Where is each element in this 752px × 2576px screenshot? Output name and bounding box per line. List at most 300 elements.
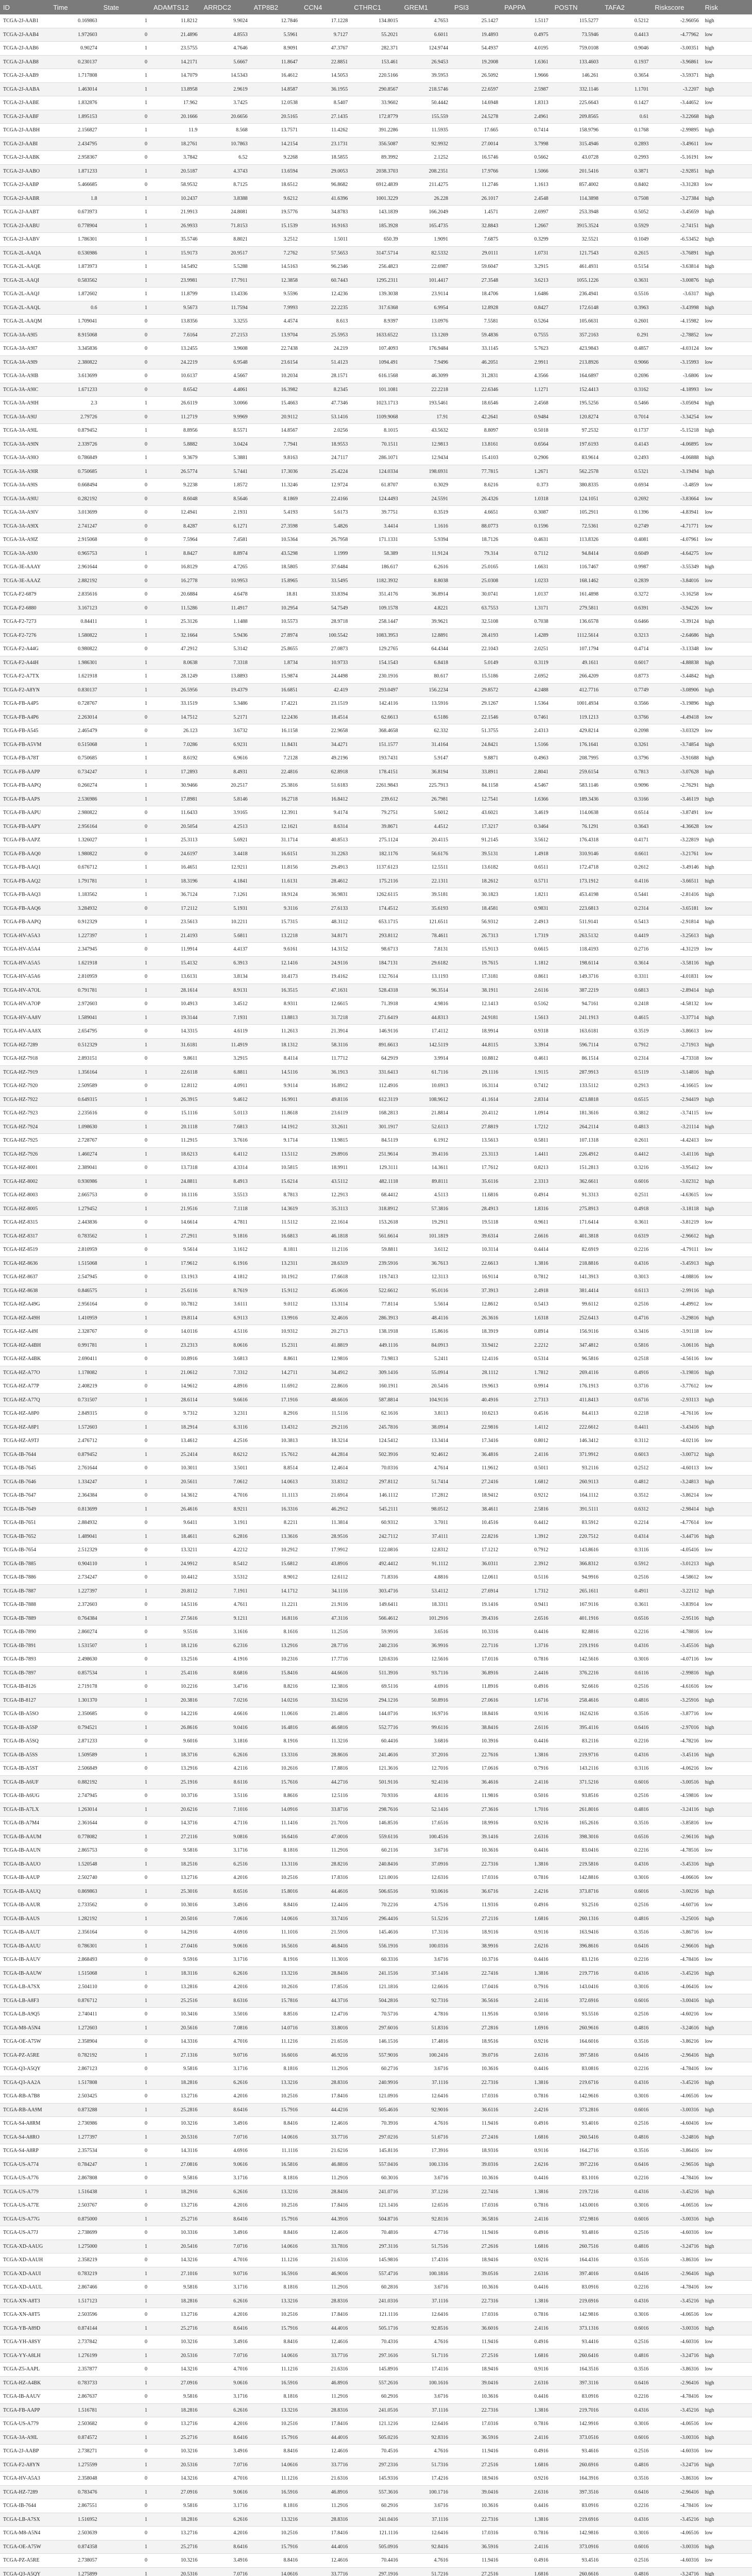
value-cell: -3.00216 xyxy=(652,1885,702,1899)
value-cell: 97.2532 xyxy=(552,424,602,438)
value-cell: 11.4919 xyxy=(200,1038,250,1052)
value-cell: 13.8958 xyxy=(150,82,200,96)
value-cell: -3.58116 xyxy=(652,956,702,970)
value-cell: -4.06516 xyxy=(652,2417,702,2431)
value-cell: 11.0616 xyxy=(251,1707,301,1721)
value-cell: -3.16258 xyxy=(652,588,702,602)
value-cell: 1 xyxy=(100,2240,150,2253)
value-cell: 17.2893 xyxy=(150,765,200,779)
sample-id-cell: TCGA-IB-A5ST xyxy=(0,1762,50,1776)
value-cell: 16.2718 xyxy=(251,792,301,806)
table-row xyxy=(0,1366,752,1380)
value-cell: 12.1413 xyxy=(451,997,501,1011)
value-cell: 7.6164 xyxy=(150,328,200,342)
value-cell: 0.4143 xyxy=(602,437,652,451)
value-cell: 1 xyxy=(100,2540,150,2554)
value-cell: 0.2516 xyxy=(602,2335,652,2349)
value-cell: 0.4416 xyxy=(501,2390,551,2404)
value-cell: 0 xyxy=(100,1544,150,1557)
value-cell: 7.2128 xyxy=(251,752,301,766)
value-cell: 25.2716 xyxy=(150,2212,200,2226)
value-cell: 13.3211 xyxy=(150,1544,200,1557)
value-cell: 70.2216 xyxy=(351,1899,401,1912)
value-cell: 17.8416 xyxy=(301,2417,351,2431)
value-cell: 6.2616 xyxy=(200,2294,250,2308)
value-cell: 14.2216 xyxy=(150,1707,200,1721)
value-cell: 57.3816 xyxy=(401,1202,451,1216)
value-cell: 1 xyxy=(100,2321,150,2335)
risk-cell: high xyxy=(702,1475,752,1489)
value-cell: 46.1818 xyxy=(301,1229,351,1243)
value-cell: 28.9718 xyxy=(301,615,351,629)
value-cell: 1.098630 xyxy=(50,1120,100,1134)
value-cell: 1001.3229 xyxy=(351,192,401,206)
value-cell: 0 xyxy=(100,2199,150,2213)
value-cell: 18.9416 xyxy=(451,2363,501,2377)
value-cell: 48.4116 xyxy=(401,1311,451,1325)
value-cell: 0.4812 xyxy=(602,1475,652,1489)
value-cell: 556.1916 xyxy=(351,1939,401,1953)
value-cell: 1.6816 xyxy=(501,1912,551,1926)
value-cell: -3.00516 xyxy=(652,1775,702,1789)
table-row xyxy=(0,492,752,506)
value-cell: 9.2268 xyxy=(251,151,301,165)
sample-id-cell: TCGA-2J-AABA xyxy=(0,82,50,96)
value-cell: 18.2816 xyxy=(150,2294,200,2308)
value-cell: 11.8156 xyxy=(251,861,301,875)
value-cell: 0.2516 xyxy=(602,1680,652,1694)
value-cell: 62.6613 xyxy=(351,710,401,724)
value-cell: 4.2516 xyxy=(200,1434,250,1448)
value-cell: 161.4898 xyxy=(552,588,602,602)
value-cell: 154.1543 xyxy=(351,656,401,670)
value-cell: 0 xyxy=(100,1871,150,1885)
value-cell: 59.6047 xyxy=(451,260,501,274)
value-cell: 2.6116 xyxy=(501,1721,551,1735)
value-cell: 0.1396 xyxy=(602,506,652,520)
value-cell: 58.389 xyxy=(351,547,401,561)
value-cell: 397.3516 xyxy=(552,2485,602,2499)
value-cell: 10.1912 xyxy=(251,1270,301,1284)
value-cell: 9.7127 xyxy=(301,28,351,42)
value-cell: 6912.4839 xyxy=(351,178,401,192)
value-cell: 9.8163 xyxy=(251,451,301,465)
value-cell: 10.2616 xyxy=(251,1980,301,1994)
value-cell: 7.3312 xyxy=(200,1366,250,1380)
value-cell: 29.8916 xyxy=(301,1147,351,1161)
value-cell: 1.572603 xyxy=(50,1420,100,1434)
value-cell: 30.1823 xyxy=(451,888,501,902)
value-cell: 0.4916 xyxy=(501,2117,551,2131)
value-cell: 0 xyxy=(100,1243,150,1257)
value-cell: 0 xyxy=(100,315,150,329)
value-cell: 236.4941 xyxy=(552,287,602,301)
value-cell: 2.654795 xyxy=(50,1025,100,1039)
value-cell: 1 xyxy=(100,792,150,806)
value-cell: 19.3144 xyxy=(150,1011,200,1025)
sample-id-cell: TCGA-LB-A7SX xyxy=(0,2513,50,2527)
table-row xyxy=(0,1584,752,1598)
value-cell: -2.76291 xyxy=(652,779,702,793)
value-cell: 241.0316 xyxy=(351,2294,401,2308)
value-cell: -3.00316 xyxy=(652,2431,702,2445)
value-cell: 0.2516 xyxy=(602,1298,652,1312)
table-row xyxy=(0,1311,752,1325)
sample-id-cell: TCGA-S4-A8RO xyxy=(0,2130,50,2144)
value-cell: 3.1716 xyxy=(200,2281,250,2295)
value-cell: -2.96616 xyxy=(652,1939,702,1953)
value-cell: 44.4216 xyxy=(301,2103,351,2117)
risk-cell: low xyxy=(702,2035,752,2049)
risk-cell: low xyxy=(702,1844,752,1858)
table-row xyxy=(0,1953,752,1967)
value-cell: 6.2616 xyxy=(200,2403,250,2417)
value-cell: 2.4116 xyxy=(501,1775,551,1789)
value-cell: 559.6116 xyxy=(351,1830,401,1844)
value-cell: 5.466685 xyxy=(50,178,100,192)
value-cell: 0.4631 xyxy=(501,533,551,547)
value-cell: 21.9913 xyxy=(150,206,200,219)
value-cell: 93.5516 xyxy=(552,2008,602,2022)
value-cell: 70.1511 xyxy=(351,437,401,451)
table-row xyxy=(0,847,752,861)
value-cell: 51.7414 xyxy=(401,1475,451,1489)
value-cell: 0.6391 xyxy=(602,601,652,615)
value-cell: 26.3915 xyxy=(150,1093,200,1107)
value-cell: -3.24716 xyxy=(652,2349,702,2363)
value-cell: -3.22819 xyxy=(652,834,702,848)
value-cell: 2.380822 xyxy=(50,355,100,369)
value-cell: 5.9436 xyxy=(200,629,250,642)
value-cell: 258.1447 xyxy=(351,615,401,629)
value-cell: 0.3029 xyxy=(401,479,451,493)
value-cell: 5.2411 xyxy=(401,1352,451,1366)
value-cell: 6.2816 xyxy=(200,1530,250,1544)
value-cell: 83.5912 xyxy=(552,1516,602,1530)
value-cell: 46.8816 xyxy=(301,2158,351,2172)
value-cell: 14.2916 xyxy=(150,1926,200,1940)
value-cell: 209.8565 xyxy=(552,110,602,124)
value-cell: 5.5614 xyxy=(401,1298,451,1312)
value-cell: 18.2916 xyxy=(150,2185,200,2199)
value-cell: 0.4816 xyxy=(602,2349,652,2363)
value-cell: 2.4116 xyxy=(501,2321,551,2335)
value-cell: 0 xyxy=(100,1380,150,1394)
sample-id-cell: TCGA-IB-AAUT xyxy=(0,1926,50,1940)
value-cell: 12.6416 xyxy=(401,2090,451,2104)
value-cell: 10.5573 xyxy=(251,615,301,629)
value-cell: 0.6017 xyxy=(602,656,652,670)
value-cell: 4.7611 xyxy=(200,1598,250,1612)
value-cell: 17.6516 xyxy=(401,1817,451,1831)
value-cell: 83.0916 xyxy=(552,2281,602,2295)
value-cell: 14.0116 xyxy=(150,1325,200,1339)
value-cell: 8.8516 xyxy=(251,2008,301,2022)
value-cell: 23.6154 xyxy=(251,355,301,369)
value-cell: 1 xyxy=(100,96,150,110)
value-cell: 0.7816 xyxy=(501,2090,551,2104)
value-cell: 2.503767 xyxy=(50,2199,100,2213)
value-cell: 0.9066 xyxy=(602,355,652,369)
value-cell: 0 xyxy=(100,820,150,834)
value-cell: 105.2911 xyxy=(552,506,602,520)
sample-id-cell: TCGA-IB-7644 xyxy=(0,2499,50,2513)
value-cell: 2.6997 xyxy=(501,206,551,219)
value-cell: 309.1416 xyxy=(351,1366,401,1380)
value-cell: 1 xyxy=(100,2567,150,2576)
value-cell: 5.3142 xyxy=(200,642,250,656)
value-cell: 0.4916 xyxy=(602,1366,652,1380)
value-cell: 11.8916 xyxy=(451,1680,501,1694)
sample-id-cell: TCGA-IB-7644 xyxy=(0,1448,50,1462)
value-cell: 83.0816 xyxy=(552,2062,602,2076)
sample-id-cell: TCGA-F2-6880 xyxy=(0,601,50,615)
sample-id-cell: TCGA-FB-A78T xyxy=(0,752,50,766)
risk-cell: high xyxy=(702,110,752,124)
value-cell: 18.6512 xyxy=(251,178,301,192)
value-cell: 7.1261 xyxy=(200,888,250,902)
value-cell: 25.4116 xyxy=(150,1666,200,1680)
value-cell: 16.5916 xyxy=(251,2376,301,2390)
value-cell: 1.9666 xyxy=(501,69,551,83)
value-cell: 8.6212 xyxy=(200,1448,250,1462)
value-cell: 17.4221 xyxy=(251,697,301,711)
value-cell: 27.2911 xyxy=(150,1229,200,1243)
value-cell: 4.1841 xyxy=(200,874,250,888)
value-cell: 2.408219 xyxy=(50,1380,100,1394)
value-cell: 145.9816 xyxy=(351,2253,401,2267)
value-cell: 241.1516 xyxy=(351,1967,401,1980)
value-cell: 0 xyxy=(100,2281,150,2295)
value-cell: 8.8416 xyxy=(251,2117,301,2131)
value-cell: -3.01213 xyxy=(652,1557,702,1571)
value-cell: 1 xyxy=(100,2376,150,2390)
value-cell: 14.6948 xyxy=(451,96,501,110)
value-cell: 13.9815 xyxy=(301,1134,351,1148)
value-cell: 8.6516 xyxy=(200,1885,250,1899)
value-cell: 0.9096 xyxy=(602,779,652,793)
table-row xyxy=(0,1257,752,1270)
value-cell: 2.434795 xyxy=(50,137,100,151)
value-cell: 27.6133 xyxy=(301,902,351,916)
value-cell: 27.0014 xyxy=(451,137,501,151)
value-cell: 4.7616 xyxy=(401,2445,451,2459)
value-cell: 0 xyxy=(100,178,150,192)
value-cell: 93.4816 xyxy=(552,2226,602,2240)
value-cell: 18.2612 xyxy=(451,874,501,888)
value-cell: 26.228 xyxy=(401,192,451,206)
value-cell: 56.6176 xyxy=(401,847,451,861)
column-header: Time xyxy=(50,0,100,14)
value-cell: 5.1931 xyxy=(200,902,250,916)
value-cell: 19.7615 xyxy=(451,956,501,970)
risk-cell: high xyxy=(702,287,752,301)
risk-cell: high xyxy=(702,1311,752,1325)
value-cell: 47.2912 xyxy=(150,642,200,656)
value-cell: 25.6116 xyxy=(150,1284,200,1298)
sample-id-cell: TCGA-HV-AA8V xyxy=(0,1011,50,1025)
value-cell: 1.3816 xyxy=(501,2076,551,2090)
value-cell: 371.5216 xyxy=(552,1775,602,1789)
value-cell: 0.512329 xyxy=(50,1038,100,1052)
sample-id-cell: TCGA-2J-AAB8 xyxy=(0,55,50,69)
value-cell: 2.350685 xyxy=(50,1707,100,1721)
value-cell: 36.5916 xyxy=(451,2431,501,2445)
value-cell: 21.6914 xyxy=(301,1489,351,1503)
value-cell: 0.6813 xyxy=(602,984,652,997)
value-cell: 297.0216 xyxy=(351,2130,401,2144)
value-cell: 1 xyxy=(100,1175,150,1189)
sample-id-cell: TCGA-HV-A7OL xyxy=(0,984,50,997)
risk-cell: high xyxy=(702,2485,752,2499)
value-cell: 11.6131 xyxy=(251,874,301,888)
value-cell: 0.6016 xyxy=(602,2321,652,2335)
sample-id-cell: TCGA-HZ-A77O xyxy=(0,1366,50,1380)
value-cell: 13.2816 xyxy=(150,1980,200,1994)
value-cell: 0.750685 xyxy=(50,465,100,479)
value-cell: 25.2816 xyxy=(150,2103,200,2117)
risk-cell: high xyxy=(702,1830,752,1844)
sample-id-cell: TCGA-HV-A5A6 xyxy=(0,970,50,984)
value-cell: 395.4116 xyxy=(552,1721,602,1735)
value-cell: 17.4816 xyxy=(401,2035,451,2049)
value-cell: 0.4412 xyxy=(501,1516,551,1530)
value-cell: 20.5016 xyxy=(150,1912,200,1926)
table-row xyxy=(0,315,752,329)
sample-id-cell: TCGA-HZ-7922 xyxy=(0,1093,50,1107)
value-cell: 0.4413 xyxy=(602,28,652,42)
value-cell: 1.8313 xyxy=(501,96,551,110)
value-cell: -3.24716 xyxy=(652,2240,702,2253)
value-cell: 2.690411 xyxy=(50,1352,100,1366)
value-cell: -3.00316 xyxy=(652,2321,702,2335)
value-cell: 27.6914 xyxy=(451,1584,501,1598)
value-cell: -3.45216 xyxy=(652,2403,702,2417)
value-cell: 0.731507 xyxy=(50,1393,100,1407)
value-cell: 2.761644 xyxy=(50,1462,100,1476)
value-cell: 28.8316 xyxy=(301,2513,351,2527)
value-cell: 4.6651 xyxy=(451,506,501,520)
value-cell: 1083.3953 xyxy=(351,629,401,642)
value-cell: 24.8081 xyxy=(200,206,250,219)
value-cell: 171.6414 xyxy=(552,1216,602,1230)
value-cell: 0.668494 xyxy=(50,479,100,493)
value-cell: 0.6416 xyxy=(602,2158,652,2172)
value-cell: 0.4316 xyxy=(602,1857,652,1871)
value-cell: 17.0616 xyxy=(451,1762,501,1776)
value-cell: 27.2116 xyxy=(451,1912,501,1926)
value-cell: 2.7313 xyxy=(501,1393,551,1407)
value-cell: 1.0233 xyxy=(501,574,551,588)
value-cell: 142.4116 xyxy=(351,697,401,711)
value-cell: 11.9124 xyxy=(401,547,451,561)
value-cell: 271.6419 xyxy=(351,1011,401,1025)
value-cell: 22.6613 xyxy=(451,1257,501,1270)
value-cell: 121.7543 xyxy=(552,246,602,260)
table-row xyxy=(0,710,752,724)
value-cell: 562.2578 xyxy=(552,465,602,479)
value-cell: 12.8891 xyxy=(401,629,451,642)
sample-id-cell: TCGA-3E-AAAY xyxy=(0,561,50,574)
value-cell: 0.8611 xyxy=(501,970,551,984)
risk-cell: high xyxy=(702,779,752,793)
value-cell: 2.9911 xyxy=(501,355,551,369)
risk-cell: low xyxy=(702,1161,752,1175)
value-cell: 168.2813 xyxy=(351,1107,401,1121)
value-cell: 18.9412 xyxy=(451,1489,501,1503)
value-cell: 163.9416 xyxy=(552,1926,602,1940)
value-cell: 61.8707 xyxy=(351,479,401,493)
value-cell: 0.9831 xyxy=(501,902,551,916)
value-cell: 0.912329 xyxy=(50,916,100,929)
value-cell: 13.1193 xyxy=(401,970,451,984)
value-cell: 1 xyxy=(100,1612,150,1625)
value-cell: 8.9012 xyxy=(251,1571,301,1585)
value-cell: 22.4166 xyxy=(301,492,351,506)
value-cell: 8.1816 xyxy=(251,2062,301,2076)
value-cell: 0 xyxy=(100,519,150,533)
table-row xyxy=(0,1284,752,1298)
value-cell: 506.6516 xyxy=(351,1885,401,1899)
value-cell: 15.9112 xyxy=(251,1284,301,1298)
value-cell: 213.8926 xyxy=(552,355,602,369)
risk-cell: high xyxy=(702,2267,752,2281)
value-cell: 13.2716 xyxy=(150,1871,200,1885)
value-cell: 0.3016 xyxy=(602,2308,652,2322)
value-cell: 2.506849 xyxy=(50,1762,100,1776)
sample-id-cell: TCGA-3A-A9I7 xyxy=(0,342,50,356)
value-cell: 1.277397 xyxy=(50,2130,100,2144)
value-cell: 11.6816 xyxy=(451,1189,501,1202)
sample-id-cell: TCGA-IB-A7LX xyxy=(0,1803,50,1817)
value-cell: 142.9616 xyxy=(552,2090,602,2104)
risk-cell: high xyxy=(702,1530,752,1544)
value-cell: 36.0311 xyxy=(451,1557,501,1571)
value-cell: 10.3716 xyxy=(451,1953,501,1967)
value-cell: 1 xyxy=(100,246,150,260)
value-cell: 4.7616 xyxy=(401,2117,451,2131)
value-cell: 20.5611 xyxy=(150,1475,200,1489)
value-cell: 9.0112 xyxy=(251,1298,301,1312)
table-row xyxy=(0,1161,752,1175)
value-cell: 6.2616 xyxy=(200,2513,250,2527)
value-cell: 8.8097 xyxy=(451,424,501,438)
value-cell: 133.4603 xyxy=(552,55,602,69)
value-cell: 0.4316 xyxy=(602,1967,652,1980)
value-cell: 2.6216 xyxy=(501,1939,551,1953)
table-row xyxy=(0,1325,752,1339)
value-cell: 17.6618 xyxy=(301,1270,351,1284)
value-cell: 1 xyxy=(100,1120,150,1134)
risk-cell: high xyxy=(702,1885,752,1899)
table-row xyxy=(0,124,752,138)
value-cell: 0.373 xyxy=(501,479,551,493)
value-cell: 3.8388 xyxy=(200,192,250,206)
value-cell: 33.8394 xyxy=(301,588,351,602)
table-body xyxy=(0,14,752,2576)
value-cell: 175.2116 xyxy=(351,874,401,888)
value-cell: 10.3316 xyxy=(451,1625,501,1639)
value-cell: 43.8916 xyxy=(301,1557,351,1571)
value-cell: 397.3116 xyxy=(552,2376,602,2390)
value-cell: 8.9397 xyxy=(351,315,401,329)
value-cell: 20.5316 xyxy=(150,2130,200,2144)
value-cell: 13.3114 xyxy=(301,1298,351,1312)
value-cell: 4.8221 xyxy=(401,601,451,615)
value-cell: -3.22668 xyxy=(652,110,702,124)
value-cell: 8.1869 xyxy=(251,492,301,506)
value-cell: 26.1017 xyxy=(451,192,501,206)
